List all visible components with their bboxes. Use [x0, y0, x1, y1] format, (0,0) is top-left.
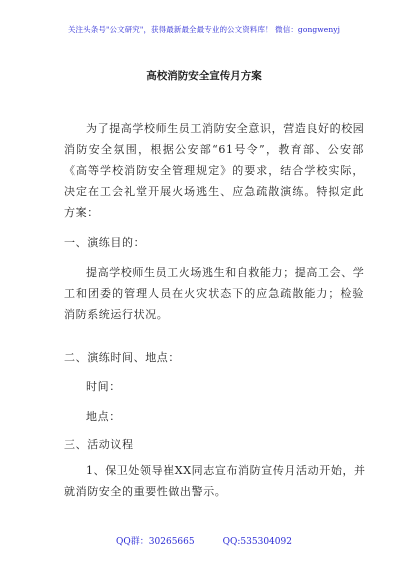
intro-line: 决定在工会礼堂开展火场逃生、应急疏散演练。特拟定此 [64, 185, 364, 198]
intro-line: 《高等学校消防安全管理规定》的要求，结合学校实际， [64, 164, 364, 177]
footer-contact [0, 534, 408, 547]
footer-qq: QQ:535304092 [222, 537, 292, 547]
agenda-line: 就消防安全的重要性做出警示。 [64, 485, 227, 498]
section-heading-purpose: 一、演练目的： [64, 236, 146, 249]
intro-line: 方案： [64, 206, 99, 219]
time-label: 时间： [86, 380, 121, 393]
section-heading-agenda: 三、活动议程 [64, 438, 134, 451]
document-title: 高校消防安全宣传月方案 [146, 70, 262, 82]
intro-line: 为了提高学校师生员工消防安全意识，营造良好的校园 [86, 122, 365, 135]
purpose-paragraph [64, 262, 364, 325]
purpose-line: 消防系统运行状况。 [64, 308, 169, 321]
footer-qq-group: QQ群：30265665 [116, 537, 195, 547]
purpose-line: 工和团委的管理人员在火灾状态下的应急疏散能力；检验 [64, 287, 364, 300]
agenda-line: 1、保卫处领导崔XX同志宣布消防宣传月活动开始，并 [86, 464, 366, 477]
intro-paragraph [64, 118, 364, 223]
intro-line: 消防安全氛围，根据公安部“61号令”，教育部、公安部 [64, 143, 364, 156]
place-label: 地点： [86, 410, 121, 423]
header-promo-text: 关注头条号"公文研究"，获得最新最全最专业的公文资料库！ 微信：gongwenyj [67, 25, 341, 34]
agenda-paragraph [64, 460, 364, 502]
purpose-line: 提高学校师生员工火场逃生和自救能力；提高工会、学 [86, 266, 365, 279]
section-heading-time-place: 二、演练时间、地点： [64, 351, 180, 364]
